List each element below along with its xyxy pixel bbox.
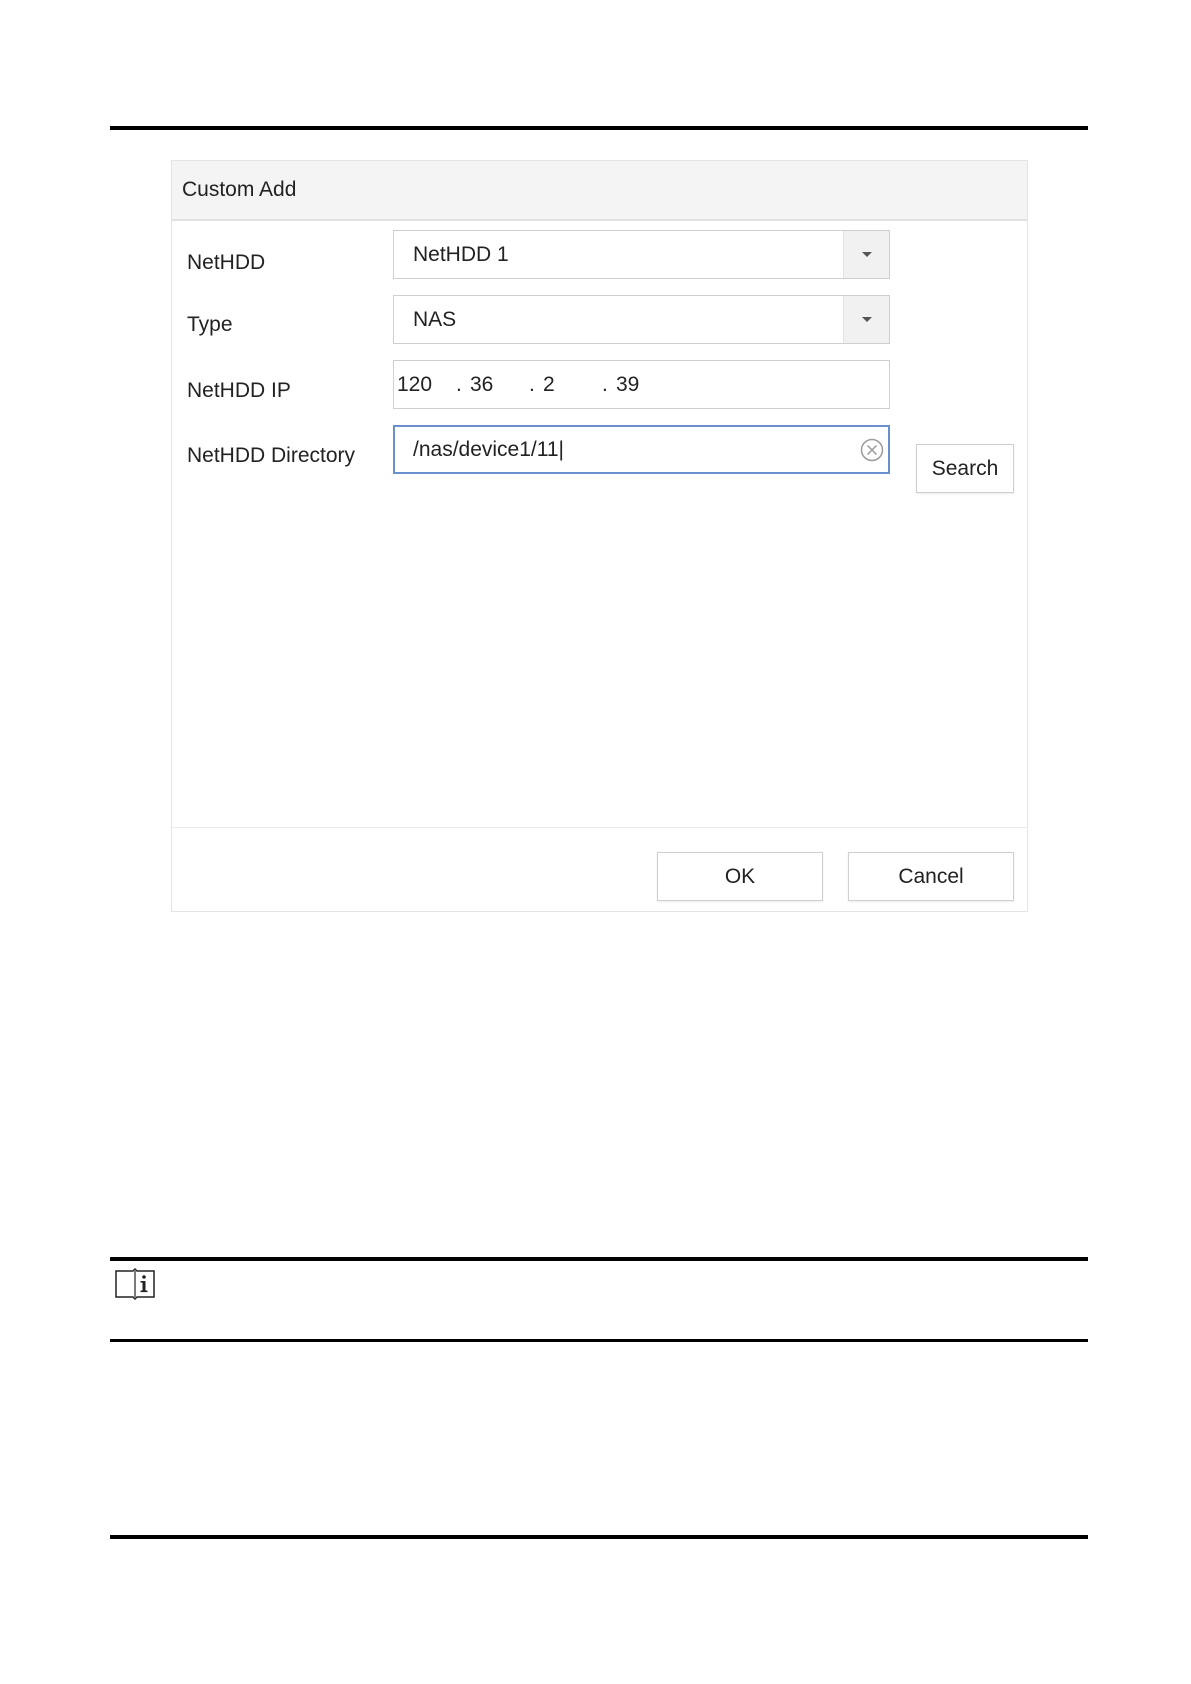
nethdd-select[interactable] — [393, 230, 890, 279]
page-bottom-rule — [110, 1535, 1088, 1539]
chevron-down-icon — [862, 252, 872, 257]
dialog-header — [172, 161, 1027, 221]
type-select-value: NAS — [413, 308, 457, 331]
type-dropdown-button[interactable] — [843, 296, 889, 343]
ok-button[interactable]: OK — [657, 852, 823, 901]
nethdd-ip-input[interactable] — [393, 360, 890, 409]
ip-dot: . — [602, 373, 608, 396]
ip-octet-4[interactable]: 39 — [616, 373, 640, 396]
chevron-down-icon — [862, 317, 872, 322]
nethdd-select-value: NetHDD 1 — [413, 243, 509, 266]
nethdd-label: NetHDD — [187, 251, 266, 274]
note-top-rule — [110, 1257, 1088, 1261]
ip-dot: . — [456, 373, 462, 396]
type-select[interactable] — [393, 295, 890, 344]
ip-octet-1[interactable]: 120 — [397, 373, 433, 396]
directory-input-value: /nas/device1/11| — [413, 438, 564, 461]
custom-add-dialog — [171, 160, 1028, 912]
note-info-icon — [113, 1266, 157, 1300]
nethdd-ip-label: NetHDD IP — [187, 379, 291, 402]
ip-dot: . — [529, 373, 535, 396]
note-bottom-rule — [110, 1339, 1088, 1342]
dialog-footer-divider — [172, 827, 1027, 828]
clear-input-icon[interactable] — [860, 438, 884, 462]
search-button[interactable]: Search — [916, 444, 1014, 493]
type-label: Type — [187, 313, 233, 336]
cancel-button[interactable]: Cancel — [848, 852, 1014, 901]
nethdd-directory-input[interactable] — [393, 425, 890, 474]
nethdd-directory-label: NetHDD Directory — [187, 444, 356, 467]
ip-octet-2[interactable]: 36 — [470, 373, 494, 396]
ip-octet-3[interactable]: 2 — [543, 373, 555, 396]
nethdd-dropdown-button[interactable] — [843, 231, 889, 278]
dialog-title: Custom Add — [182, 178, 297, 201]
page-top-rule — [110, 126, 1088, 130]
